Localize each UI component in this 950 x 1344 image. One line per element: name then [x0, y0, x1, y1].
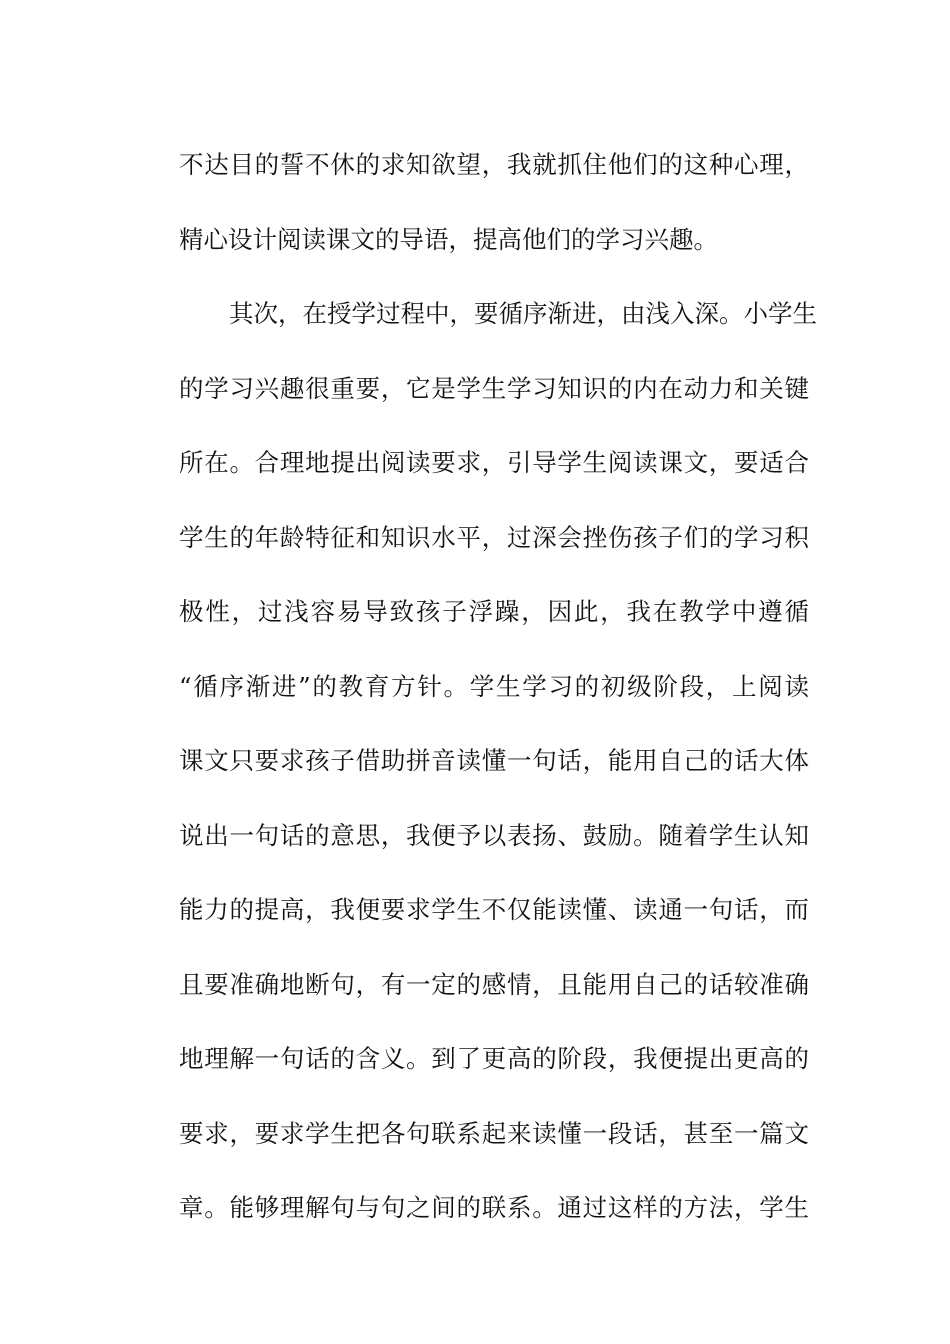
text-line: 地理解一句话的含义。到了更高的阶段，我便提出更高的 [179, 1044, 809, 1073]
text-line: 学生的年龄特征和知识水平，过深会挫伤孩子们的学习积 [179, 522, 809, 552]
text-line: 能力的提高，我便要求学生不仅能读懂、读通一句话，而 [179, 895, 809, 924]
text-line: 章。能够理解句与句之间的联系。通过这样的方法，学生 [179, 1193, 809, 1222]
text-line: 所在。合理地提出阅读要求，引导学生阅读课文，要适合 [179, 448, 809, 477]
text-line: 且要准确地断句，有一定的感情，且能用自己的话较准确 [179, 969, 809, 999]
text-line: 极性，过浅容易导致孩子浮躁，因此，我在教学中遵循 [179, 597, 809, 626]
text-line: “循序渐进”的教育方针。学生学习的初级阶段，上阅读 [179, 671, 809, 701]
text-line: 不达目的誓不休的求知欲望，我就抓住他们的这种心理， [179, 150, 809, 179]
paragraph-first-line: 其次，在授学过程中，要循序渐进，由浅入深。小学生 [229, 299, 817, 328]
text-line: 要求，要求学生把各句联系起来读懂一段话，甚至一篇文 [179, 1118, 809, 1148]
text-line: 精心设计阅读课文的导语，提高他们的学习兴趣。 [179, 224, 718, 254]
text-line: 说出一句话的意思，我便予以表扬、鼓励。随着学生认知 [179, 820, 809, 850]
text-line: 课文只要求孩子借助拼音读懂一句话，能用自己的话大体 [179, 746, 809, 775]
text-line: 的学习兴趣很重要，它是学生学习知识的内在动力和关键 [179, 373, 809, 403]
body-text [179, 128, 817, 1246]
